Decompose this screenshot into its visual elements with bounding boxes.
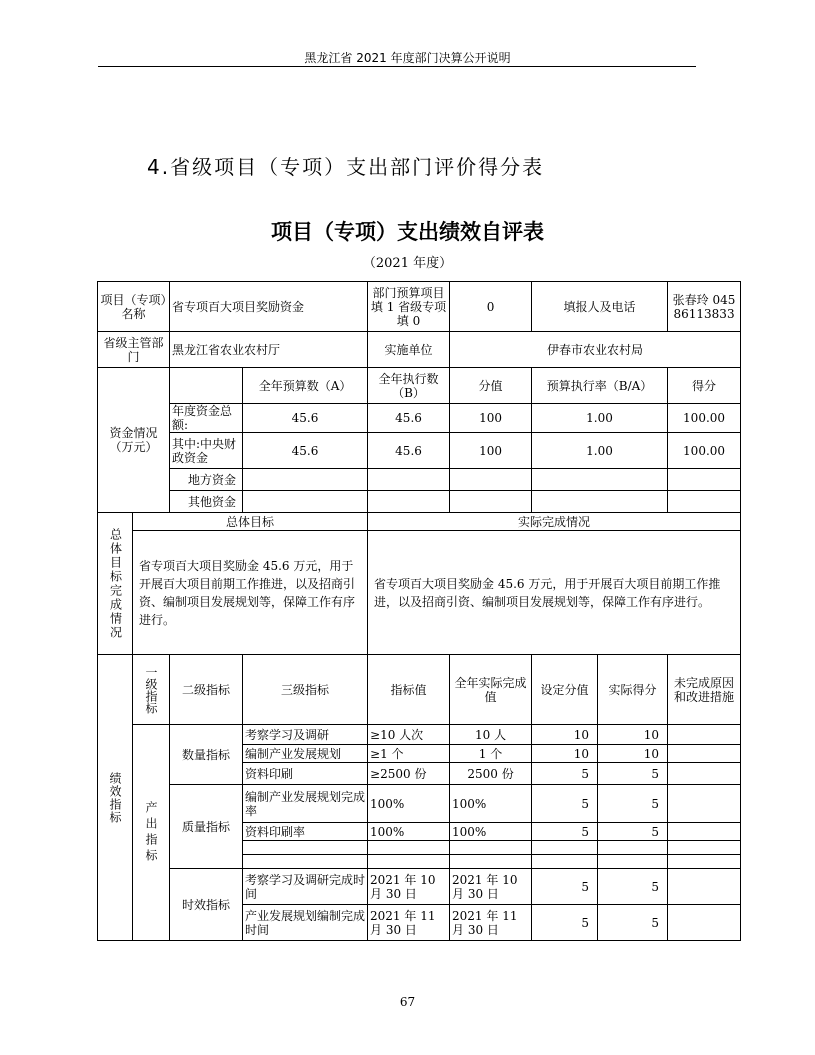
filler-value: 张春玲 04586113833 (668, 282, 741, 332)
perf-got: 5 (598, 823, 668, 841)
perf-set: 10 (532, 745, 598, 763)
perf-target: ≥1 个 (368, 745, 450, 763)
perf-row (98, 785, 741, 823)
perf-target: 2021 年 11 月 30 日 (368, 905, 450, 941)
perf-header-3: 指标值 (368, 655, 450, 725)
perf-header-5: 设定分值 (532, 655, 598, 725)
perf-empty-cell (368, 855, 450, 869)
perf-header-1: 二级指标 (170, 655, 243, 725)
perf-actual: 2021 年 11 月 30 日 (450, 905, 532, 941)
funds-got (668, 491, 741, 513)
perf-label: 绩效指标 (98, 655, 133, 941)
perf-item: 资料印刷率 (243, 823, 368, 841)
perf-target: ≥10 人次 (368, 725, 450, 745)
perf-reason (668, 725, 741, 745)
perf-set: 5 (532, 905, 598, 941)
perf-set: 5 (532, 869, 598, 905)
perf-actual: 100% (450, 785, 532, 823)
perf-item: 编制产业发展规划完成率 (243, 785, 368, 823)
dept-row (98, 332, 741, 368)
document-year: （2021 年度） (362, 256, 453, 271)
perf-empty-cell (598, 855, 668, 869)
perf-got: 5 (598, 869, 668, 905)
funds-a: 45.6 (243, 404, 368, 433)
perf-reason (668, 785, 741, 823)
funds-header-3: 预算执行率（B/A） (532, 368, 668, 404)
budget-label: 部门预算项目填 1 省级专项填 0 (368, 282, 450, 332)
funds-a (243, 469, 368, 491)
perf-item: 资料印刷 (243, 763, 368, 785)
perf-group-2: 时效指标 (170, 869, 243, 941)
perf-actual: 2021 年 10 月 30 日 (450, 869, 532, 905)
funds-rate: 1.00 (532, 404, 668, 433)
perf-level1: 产出指标 (133, 725, 170, 941)
funds-b (368, 491, 450, 513)
perf-header-4: 全年实际完成值 (450, 655, 532, 725)
perf-got: 5 (598, 785, 668, 823)
funds-row (98, 404, 741, 433)
funds-row-name: 地方资金 (170, 469, 243, 491)
funds-rate (532, 469, 668, 491)
funds-row-name: 其他资金 (170, 491, 243, 513)
funds-corner (170, 368, 243, 404)
perf-reason (668, 763, 741, 785)
funds-row (98, 469, 741, 491)
funds-b: 45.6 (368, 433, 450, 469)
project-row (98, 282, 741, 332)
goal-header: 总体目标 (133, 513, 368, 531)
document-title: 项目（专项）支出绩效自评表 (271, 220, 544, 244)
perf-empty-cell (598, 841, 668, 855)
funds-got (668, 469, 741, 491)
project-label: 项目（专项）名称 (98, 282, 170, 332)
funds-got: 100.00 (668, 404, 741, 433)
funds-rate: 1.00 (532, 433, 668, 469)
perf-target: 100% (368, 823, 450, 841)
perf-item: 考察学习及调研完成时间 (243, 869, 368, 905)
perf-empty-cell (532, 841, 598, 855)
funds-header-4: 得分 (668, 368, 741, 404)
impl-value: 伊春市农业农村局 (450, 332, 741, 368)
funds-b (368, 469, 450, 491)
actual-header: 实际完成情况 (368, 513, 741, 531)
funds-score: 100 (450, 404, 532, 433)
perf-reason (668, 823, 741, 841)
perf-target: 2021 年 10 月 30 日 (368, 869, 450, 905)
perf-item: 编制产业发展规划 (243, 745, 368, 763)
perf-reason (668, 745, 741, 763)
perf-group-1: 质量指标 (170, 785, 243, 869)
perf-header-row (98, 655, 741, 725)
funds-score (450, 469, 532, 491)
perf-empty-cell (668, 841, 741, 855)
perf-got: 5 (598, 763, 668, 785)
perf-header-7: 未完成原因和改进措施 (668, 655, 741, 725)
goals-header-row (98, 513, 741, 531)
perf-empty-cell (450, 841, 532, 855)
perf-item: 产业发展规划编制完成时间 (243, 905, 368, 941)
funds-a (243, 491, 368, 513)
perf-empty-cell (368, 841, 450, 855)
budget-value: 0 (450, 282, 532, 332)
perf-set: 5 (532, 823, 598, 841)
perf-empty-cell (243, 841, 368, 855)
funds-row-name: 年度资金总额: (170, 404, 243, 433)
perf-header-6: 实际得分 (598, 655, 668, 725)
self-evaluation-table (97, 281, 741, 941)
perf-group-0: 数量指标 (170, 725, 243, 785)
header-rule (98, 66, 696, 67)
goal-text: 省专项百大项目奖励金 45.6 万元，用于开展百大项目前期工作推进，以及招商引资、编制项目发展规划等，保障工作有序进行。 (133, 531, 368, 655)
perf-set: 5 (532, 763, 598, 785)
funds-a: 45.6 (243, 433, 368, 469)
perf-empty-cell (668, 855, 741, 869)
dept-value: 黑龙江省农业农村厅 (170, 332, 368, 368)
filler-label: 填报人及电话 (532, 282, 668, 332)
perf-got: 5 (598, 905, 668, 941)
perf-actual: 2500 份 (450, 763, 532, 785)
section-title: 4.省级项目（专项）支出部门评价得分表 (147, 155, 545, 179)
funds-score: 100 (450, 433, 532, 469)
self-evaluation-table-wrap (97, 281, 740, 954)
funds-label: 资金情况（万元） (98, 368, 170, 513)
perf-empty-cell (450, 855, 532, 869)
goals-label: 总体目标完成情况 (98, 513, 133, 655)
project-value: 省专项百大项目奖励资金 (170, 282, 368, 332)
perf-item: 考察学习及调研 (243, 725, 368, 745)
funds-score (450, 491, 532, 513)
funds-got: 100.00 (668, 433, 741, 469)
funds-header-2: 分值 (450, 368, 532, 404)
funds-header-row (98, 368, 741, 404)
funds-row-name: 其中:中央财政资金 (170, 433, 243, 469)
perf-reason (668, 905, 741, 941)
actual-text: 省专项百大项目奖励金 45.6 万元，用于开展百大项目前期工作推进，以及招商引资、编制项目发展规划等，保障工作有序进行。 (368, 531, 741, 655)
dept-label: 省级主管部门 (98, 332, 170, 368)
perf-actual: 1 个 (450, 745, 532, 763)
funds-header-0: 全年预算数（A） (243, 368, 368, 404)
goals-body-row (98, 531, 741, 655)
funds-row (98, 491, 741, 513)
funds-row (98, 433, 741, 469)
perf-got: 10 (598, 725, 668, 745)
funds-rate (532, 491, 668, 513)
perf-empty-cell (243, 855, 368, 869)
impl-label: 实施单位 (368, 332, 450, 368)
funds-header-1: 全年执行数（B） (368, 368, 450, 404)
perf-header-0: 一级指标 (133, 655, 170, 725)
perf-header-2: 三级指标 (243, 655, 368, 725)
perf-target: 100% (368, 785, 450, 823)
perf-target: ≥2500 份 (368, 763, 450, 785)
perf-actual: 10 人 (450, 725, 532, 745)
perf-row (98, 869, 741, 905)
perf-reason (668, 869, 741, 905)
perf-got: 10 (598, 745, 668, 763)
page-header: 黑龙江省 2021 年度部门决算公开说明 (304, 51, 511, 65)
page-number: 67 (399, 995, 416, 1009)
perf-actual: 100% (450, 823, 532, 841)
perf-empty-cell (532, 855, 598, 869)
perf-set: 5 (532, 785, 598, 823)
perf-row (98, 725, 741, 745)
perf-set: 10 (532, 725, 598, 745)
funds-b: 45.6 (368, 404, 450, 433)
